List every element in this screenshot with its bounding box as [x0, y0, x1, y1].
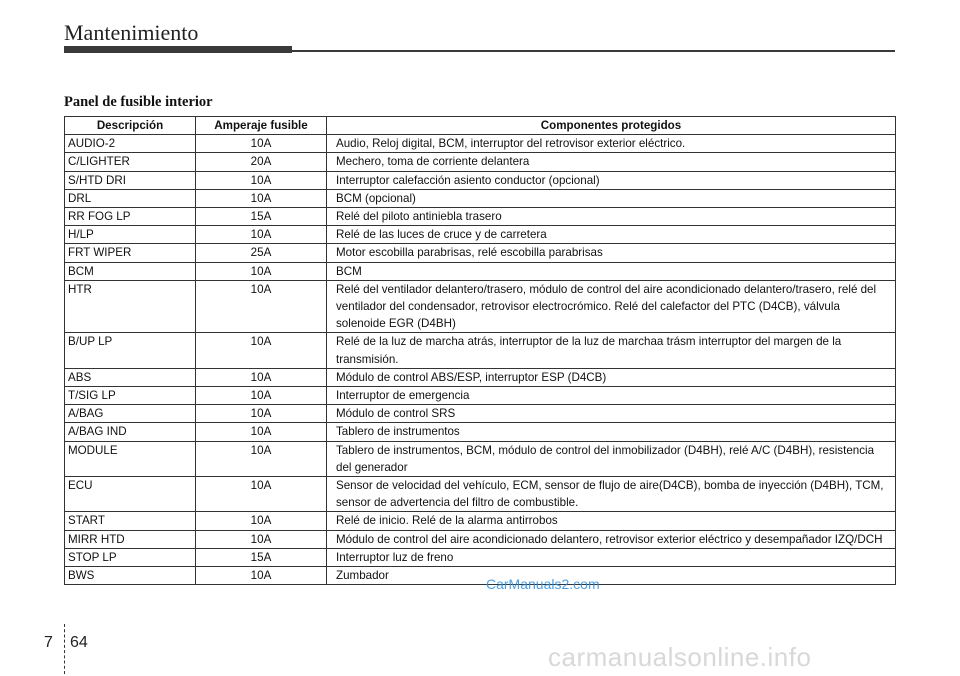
section-title: Panel de fusible interior [64, 94, 213, 110]
watermark-bottom: carmanualsonline.info [548, 642, 812, 672]
cell-description: HTR [65, 280, 196, 333]
cell-components: Zumbador [327, 567, 896, 585]
table-row [65, 512, 896, 530]
cell-amperage: 10A [196, 368, 327, 386]
table-row [65, 405, 896, 423]
cell-amperage: 10A [196, 171, 327, 189]
cell-amperage: 10A [196, 512, 327, 530]
cell-amperage: 10A [196, 135, 327, 153]
cell-components: Motor escobilla parabrisas, relé escobilla parabrisas [327, 244, 896, 262]
table-row [65, 423, 896, 441]
cell-components: Relé del piloto antiniebla trasero [327, 208, 896, 226]
table-row [65, 280, 896, 333]
cell-amperage: 10A [196, 477, 327, 512]
cell-components: Interruptor calefacción asiento conductor (opcional) [327, 171, 896, 189]
cell-components: Módulo de control SRS [327, 405, 896, 423]
cell-components: Interruptor de emergencia [327, 387, 896, 405]
cell-components: Mechero, toma de corriente delantera [327, 153, 896, 171]
cell-amperage: 10A [196, 189, 327, 207]
table-row [65, 171, 896, 189]
column-header-components: Componentes protegidos [327, 117, 896, 135]
cell-amperage: 10A [196, 441, 327, 476]
cell-description: MIRR HTD [65, 530, 196, 548]
page-number: 64 [70, 634, 88, 651]
cell-description: BWS [65, 567, 196, 585]
cell-description: AUDIO-2 [65, 135, 196, 153]
table-row [65, 189, 896, 207]
cell-description: STOP LP [65, 548, 196, 566]
cell-description: DRL [65, 189, 196, 207]
cell-amperage: 10A [196, 405, 327, 423]
cell-description: A/BAG IND [65, 423, 196, 441]
header-rule [292, 50, 895, 52]
cell-components: BCM (opcional) [327, 189, 896, 207]
cell-amperage: 10A [196, 333, 327, 368]
cell-components: Tablero de instrumentos, BCM, módulo de control del inmobilizador (D4BH), relé A/C (D4BH), resistencia del generador [327, 441, 896, 476]
fuse-table [64, 116, 896, 585]
chapter-number: 7 [44, 634, 53, 651]
cell-description: BCM [65, 262, 196, 280]
cell-components: Tablero de instrumentos [327, 423, 896, 441]
cell-components: Relé del ventilador delantero/trasero, módulo de control del aire acondicionado delantero/trasero, relé del ventilador del condensador, retrovisor electrocrómico. Relé del calefactor del PTC (D4CB), válvula solenoide EGR (D4BH) [327, 280, 896, 333]
cell-description: FRT WIPER [65, 244, 196, 262]
cell-amperage: 10A [196, 280, 327, 333]
header-accent-bar [64, 46, 292, 53]
table-row [65, 226, 896, 244]
cell-description: B/UP LP [65, 333, 196, 368]
cell-amperage: 20A [196, 153, 327, 171]
cell-components: BCM [327, 262, 896, 280]
table-row [65, 477, 896, 512]
column-header-description: Descripción [65, 117, 196, 135]
cell-amperage: 10A [196, 226, 327, 244]
table-row [65, 135, 896, 153]
cell-components: Relé de inicio. Relé de la alarma antirrobos [327, 512, 896, 530]
table-body [65, 135, 896, 585]
cell-components: Sensor de velocidad del vehículo, ECM, sensor de flujo de aire(D4CB), bomba de inyección (D4BH), TCM, sensor de advertencia del filtro de combustible. [327, 477, 896, 512]
cell-components: Módulo de control del aire acondicionado delantero, retrovisor exterior eléctrico y desempañador IZQ/DCH [327, 530, 896, 548]
table-row [65, 262, 896, 280]
cell-amperage: 10A [196, 423, 327, 441]
cell-components: Interruptor luz de freno [327, 548, 896, 566]
cell-description: T/SIG LP [65, 387, 196, 405]
cell-description: START [65, 512, 196, 530]
table-row [65, 153, 896, 171]
column-header-amperage: Amperaje fusible [196, 117, 327, 135]
cell-amperage: 10A [196, 387, 327, 405]
watermark-inline: CarManuals2.com [486, 576, 600, 592]
cell-description: H/LP [65, 226, 196, 244]
cell-description: ABS [65, 368, 196, 386]
page-header-title: Mantenimiento [64, 20, 199, 45]
cell-amperage: 10A [196, 262, 327, 280]
cell-components: Relé de la luz de marcha atrás, interruptor de la luz de marchaa trásm interruptor del margen de la transmisión. [327, 333, 896, 368]
page-number-divider [64, 624, 65, 674]
table-row [65, 208, 896, 226]
table-row [65, 530, 896, 548]
cell-description: MODULE [65, 441, 196, 476]
table-row [65, 387, 896, 405]
cell-components: Audio, Reloj digital, BCM, interruptor del retrovisor exterior eléctrico. [327, 135, 896, 153]
cell-amperage: 15A [196, 548, 327, 566]
table-row [65, 548, 896, 566]
cell-amperage: 10A [196, 567, 327, 585]
cell-description: A/BAG [65, 405, 196, 423]
cell-components: Relé de las luces de cruce y de carretera [327, 226, 896, 244]
table-row [65, 244, 896, 262]
table-row [65, 441, 896, 476]
table-row [65, 333, 896, 368]
cell-amperage: 25A [196, 244, 327, 262]
cell-description: RR FOG LP [65, 208, 196, 226]
table-row [65, 567, 896, 585]
cell-amperage: 15A [196, 208, 327, 226]
cell-description: S/HTD DRI [65, 171, 196, 189]
table-header-row [65, 117, 896, 135]
cell-description: C/LIGHTER [65, 153, 196, 171]
cell-description: ECU [65, 477, 196, 512]
cell-amperage: 10A [196, 530, 327, 548]
table-row [65, 368, 896, 386]
cell-components: Módulo de control ABS/ESP, interruptor ESP (D4CB) [327, 368, 896, 386]
